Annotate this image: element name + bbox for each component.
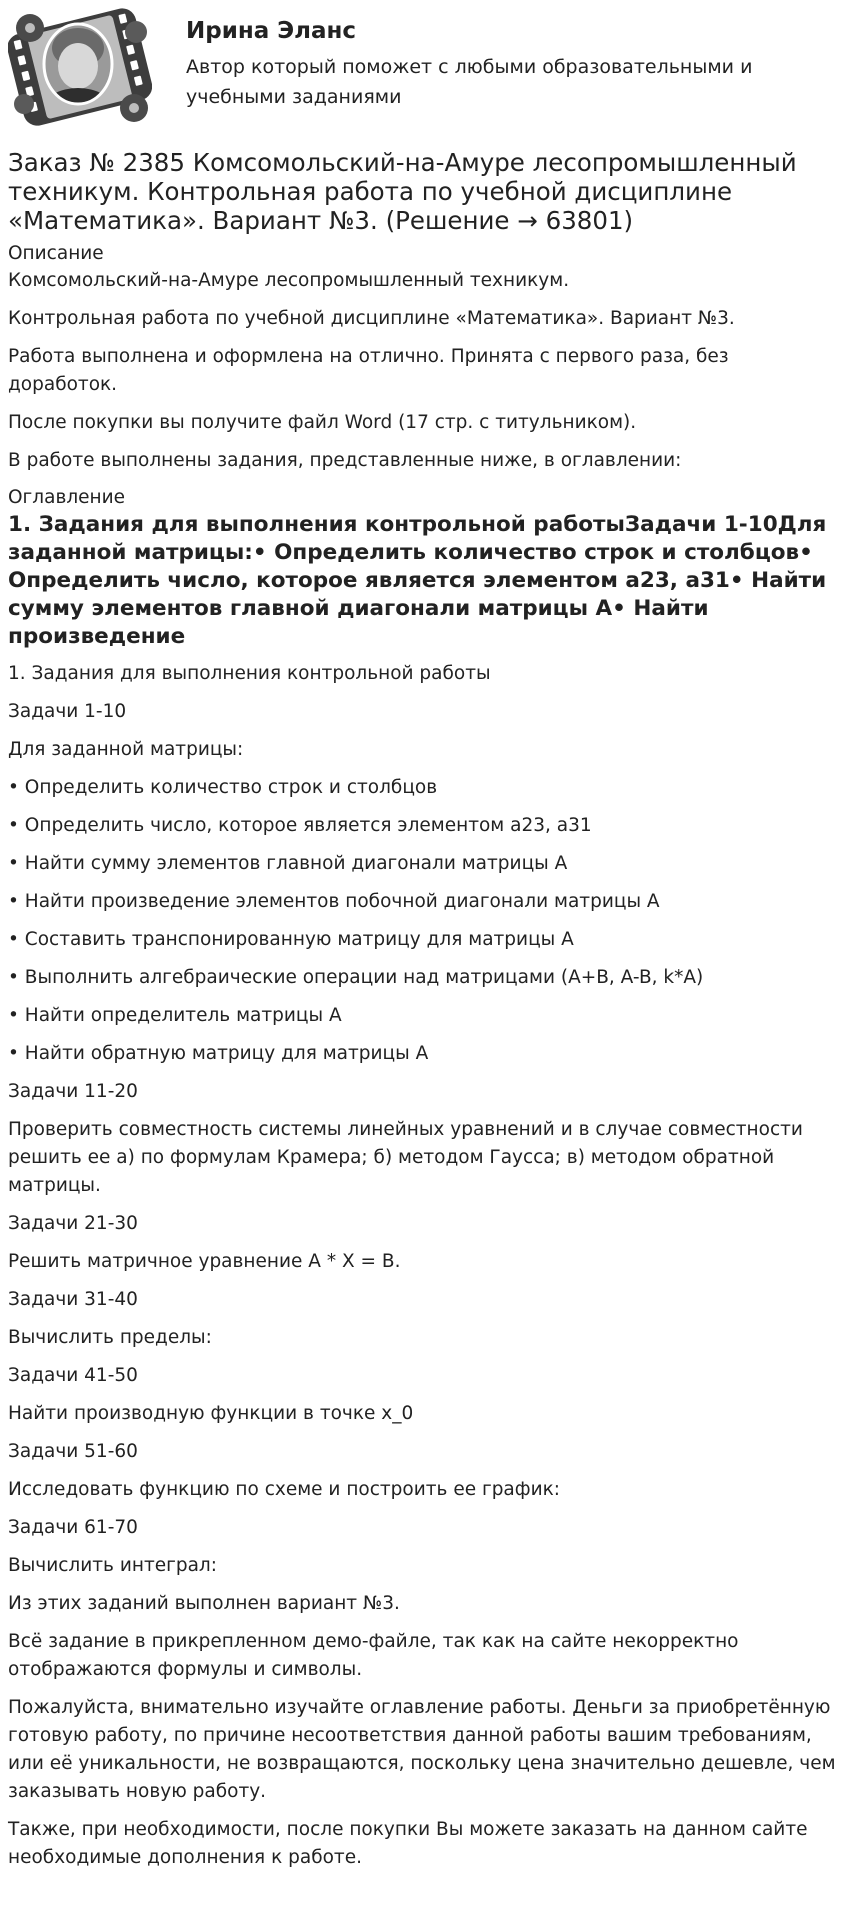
page-title: Заказ № 2385 Комсомольский-на-Амуре лесопромышленный техникум. Контрольная работа по учебной дисциплине «Математика». Вариант №3. (Решение → 63801) <box>8 148 797 235</box>
toc-paragraph: Задачи 51-60 <box>8 1441 138 1462</box>
author-name[interactable]: Ирина Эланс <box>186 18 357 44</box>
toc-paragraph: • Найти обратную матрицу для матрицы A <box>8 1043 429 1064</box>
description-paragraph: После покупки вы получите файл Word (17 стр. с титульником). <box>8 412 637 433</box>
main-content <box>8 148 840 1882</box>
toc-paragraph: Решить матричное уравнение A * X = B. <box>8 1251 401 1272</box>
description-paragraph: Работа выполнена и оформлена на отлично. Принята с первого раза, без доработок. <box>8 346 729 395</box>
toc-body <box>8 660 840 1872</box>
toc-paragraph: • Найти сумму элементов главной диагонали матрицы A <box>8 853 568 874</box>
toc-paragraph: 1. Задания для выполнения контрольной работы <box>8 663 491 684</box>
toc-paragraph: Задачи 31-40 <box>8 1289 138 1310</box>
toc-paragraph: Для заданной матрицы: <box>8 739 244 760</box>
toc-paragraph: Задачи 1-10 <box>8 701 127 722</box>
description-body <box>8 267 840 475</box>
toc-paragraph: Найти производную функции в точке x_0 <box>8 1403 414 1424</box>
author-description: Автор который поможет с любыми образовательными и учебными заданиями <box>186 56 753 108</box>
description-paragraph: В работе выполнены задания, представленные ниже, в оглавлении: <box>8 450 682 471</box>
toc-paragraph: Пожалуйста, внимательно изучайте оглавление работы. Деньги за приобретённую готовую работу, по причине несоответствия данной работы вашим требованиям, или её уникальности, не возвращаются, поскольку цена значительно дешевле, чем заказывать новую работу. <box>8 1697 836 1802</box>
toc-paragraph: Задачи 21-30 <box>8 1213 138 1234</box>
toc-paragraph: • Выполнить алгебраические операции над матрицами (A+B, A-B, k*A) <box>8 967 704 988</box>
toc-paragraph: Задачи 11-20 <box>8 1081 138 1102</box>
toc-heading: 1. Задания для выполнения контрольной работыЗадачи 1-10Для заданной матрицы:• Определить количество строк и столбцов• Определить число, которое является элементом a23, a31• Найти сумму элементов главной диагонали матрицы A• Найти произведение <box>8 512 827 649</box>
toc-paragraph: Вычислить интеграл: <box>8 1555 217 1576</box>
toc-paragraph: Вычислить пределы: <box>8 1327 212 1348</box>
description-paragraph: Контрольная работа по учебной дисциплине «Математика». Вариант №3. <box>8 308 735 329</box>
toc-paragraph: Задачи 61-70 <box>8 1517 138 1538</box>
toc-paragraph: Задачи 41-50 <box>8 1365 138 1386</box>
description-label: Описание <box>8 243 104 264</box>
toc-paragraph: • Найти определитель матрицы A <box>8 1005 342 1026</box>
toc-paragraph: Также, при необходимости, после покупки Вы можете заказать на данном сайте необходимые дополнения к работе. <box>8 1819 808 1868</box>
toc-label: Оглавление <box>8 487 126 508</box>
toc-paragraph: • Составить транспонированную матрицу для матрицы A <box>8 929 574 950</box>
toc-paragraph: • Найти произведение элементов побочной диагонали матрицы A <box>8 891 660 912</box>
toc-paragraph: Всё задание в прикрепленном демо-файле, так как на сайте некорректно отображаются формулы и символы. <box>8 1631 739 1680</box>
toc-paragraph: • Определить число, которое является элементом a23, a31 <box>8 815 592 836</box>
description-paragraph: Комсомольский-на-Амуре лесопромышленный техникум. <box>8 270 570 291</box>
toc-paragraph: Исследовать функцию по схеме и построить ее график: <box>8 1479 561 1500</box>
author-avatar[interactable] <box>8 8 152 128</box>
toc-paragraph: • Определить количество строк и столбцов <box>8 777 438 798</box>
author-card <box>8 8 839 128</box>
toc-paragraph: Из этих заданий выполнен вариант №3. <box>8 1593 400 1614</box>
toc-paragraph: Проверить совместность системы линейных уравнений и в случае совместности решить ее а) по формулам Крамера; б) методом Гаусса; в) методом обратной матрицы. <box>8 1119 803 1196</box>
